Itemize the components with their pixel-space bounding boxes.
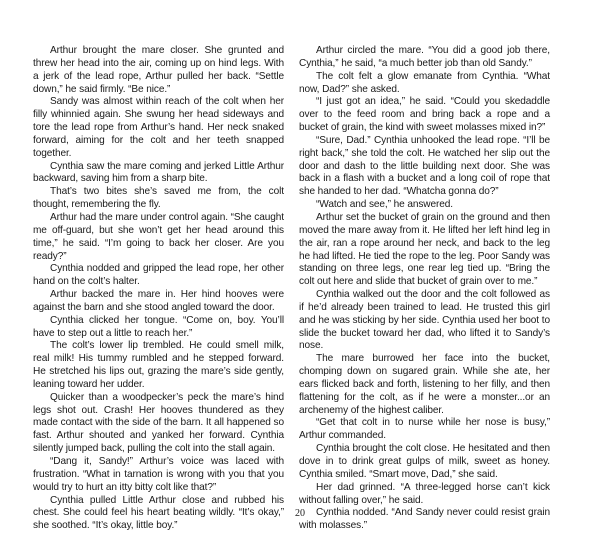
paragraph: Arthur brought the mare closer. She grunted and threw her head into the air, coming up on hind legs. With a jerk of the lead rope, Arthur pulled her back. “Settle down,” he said firmly. “Be nice.” [33, 45, 284, 95]
paragraph: “Dang it, Sandy!” Arthur’s voice was laced with frustration. “What in tarnation is wrong with you that you would try to hurt an itty bitty colt like that?” [33, 456, 284, 493]
paragraph: “Get that colt in to nurse while her nose is busy,” Arthur commanded. [299, 417, 550, 442]
paragraph: Sandy was almost within reach of the colt when her filly whinnied again. She swung her head sideways and tore the lead rope from Arthur’s hand. Her neck snaked forward, aiming for the colt and her teeth snapped together. [33, 96, 284, 159]
paragraph: Quicker than a woodpecker’s peck the mare’s hind legs shot out. Crash! Her hooves thundered as they made contact with the side of the barn. It all happened so fast. Arthur shouted and yanked her forward. Cynthia silently jumped back, pulling the colt into the stall again. [33, 391, 284, 455]
paragraph: Cynthia saw the mare coming and jerked Little Arthur backward, saving him from a sharp bite. [33, 160, 284, 185]
paragraph: “I just got an idea,” he said. “Could you skedaddle over to the feed room and bring back a rope and a bucket of grain, the kind with sweet molasses mixed in?” [299, 96, 550, 134]
paragraph: “Sure, Dad.” Cynthia unhooked the lead rope. “I’ll be right back,” she told the colt. He watched her slip out the door and dash to the little building next door. She was back in a flash with a bucket and a long coil of rope that she handed to her dad. “Whatcha gonna do?” [299, 134, 550, 198]
paragraph: The colt’s lower lip trembled. He could smell milk, real milk! His tummy rumbled and he stepped forward. He stretched his lips out, grazing the mare’s side gently, leaning toward her udder. [33, 340, 284, 390]
paragraph: Cynthia pulled Little Arthur close and rubbed his chest. She could feel his heart beating wildly. “It’s okay,” she soothed. “It’s okay, little boy.” [33, 494, 284, 532]
paragraph: Cynthia nodded and gripped the lead rope, her other hand on the colt’s halter. [33, 263, 284, 288]
paragraph: Her dad grinned. “A three-legged horse can’t kick without falling over,” he said. [299, 481, 550, 506]
right-text-column [299, 45, 550, 533]
left-text-column [33, 45, 284, 533]
page-number: 20 [295, 508, 305, 519]
paragraph: Arthur set the bucket of grain on the ground and then moved the mare away from it. He lifted her left hind leg in the air, ran a rope around her neck, and back to the leg he had lifted. He tied the rope to the leg. Poor Sandy was standing on three legs, one rear leg tied up. “Bring the colt out here and slide that bucket of grain over to me.” [299, 211, 550, 288]
paragraph: Cynthia brought the colt close. He hesitated and then dove in to drink great gulps of milk, sweet as honey. Cynthia smiled. “Smart move, Dad,” she said. [299, 443, 550, 480]
paragraph: Arthur backed the mare in. Her hind hooves were against the barn and she stood angled toward the door. [33, 289, 284, 313]
paragraph: “Watch and see,” he answered. [316, 199, 453, 211]
paragraph: The mare burrowed her face into the bucket, chomping down on sugared grain. While she ate, her ears flicked back and forth, listening to her filly, and then flattening for the colt, as if he were a monster...or an archenemy of the highest caliber. [299, 353, 550, 416]
paragraph: Cynthia clicked her tongue. “Come on, boy. You’ll have to step out a little to reach her.” [33, 314, 284, 339]
paragraph: That’s two bites she’s saved me from, the colt thought, remembering the fly. [33, 186, 284, 211]
paragraph: The colt felt a glow emanate from Cynthia. “What now, Dad?” she asked. [299, 70, 550, 95]
paragraph: Cynthia walked out the door and the colt followed as if he’d already been trained to lead. He trusted this girl and he was sticking by her side. Cynthia used her boot to slide the bucket toward her dad, who lifted it to Sandy’s nose. [299, 289, 550, 352]
paragraph: Arthur had the mare under control again. “She caught me off-guard, but she won’t get her head around this time,” he said. “I’m going to back her closer. Are you ready?” [33, 211, 284, 262]
paragraph: Arthur circled the mare. “You did a good job there, Cynthia,” he said, “a much better job than old Sandy.” [299, 45, 550, 69]
paragraph: Cynthia nodded. “And Sandy never could resist grain with molasses.” [299, 507, 550, 532]
